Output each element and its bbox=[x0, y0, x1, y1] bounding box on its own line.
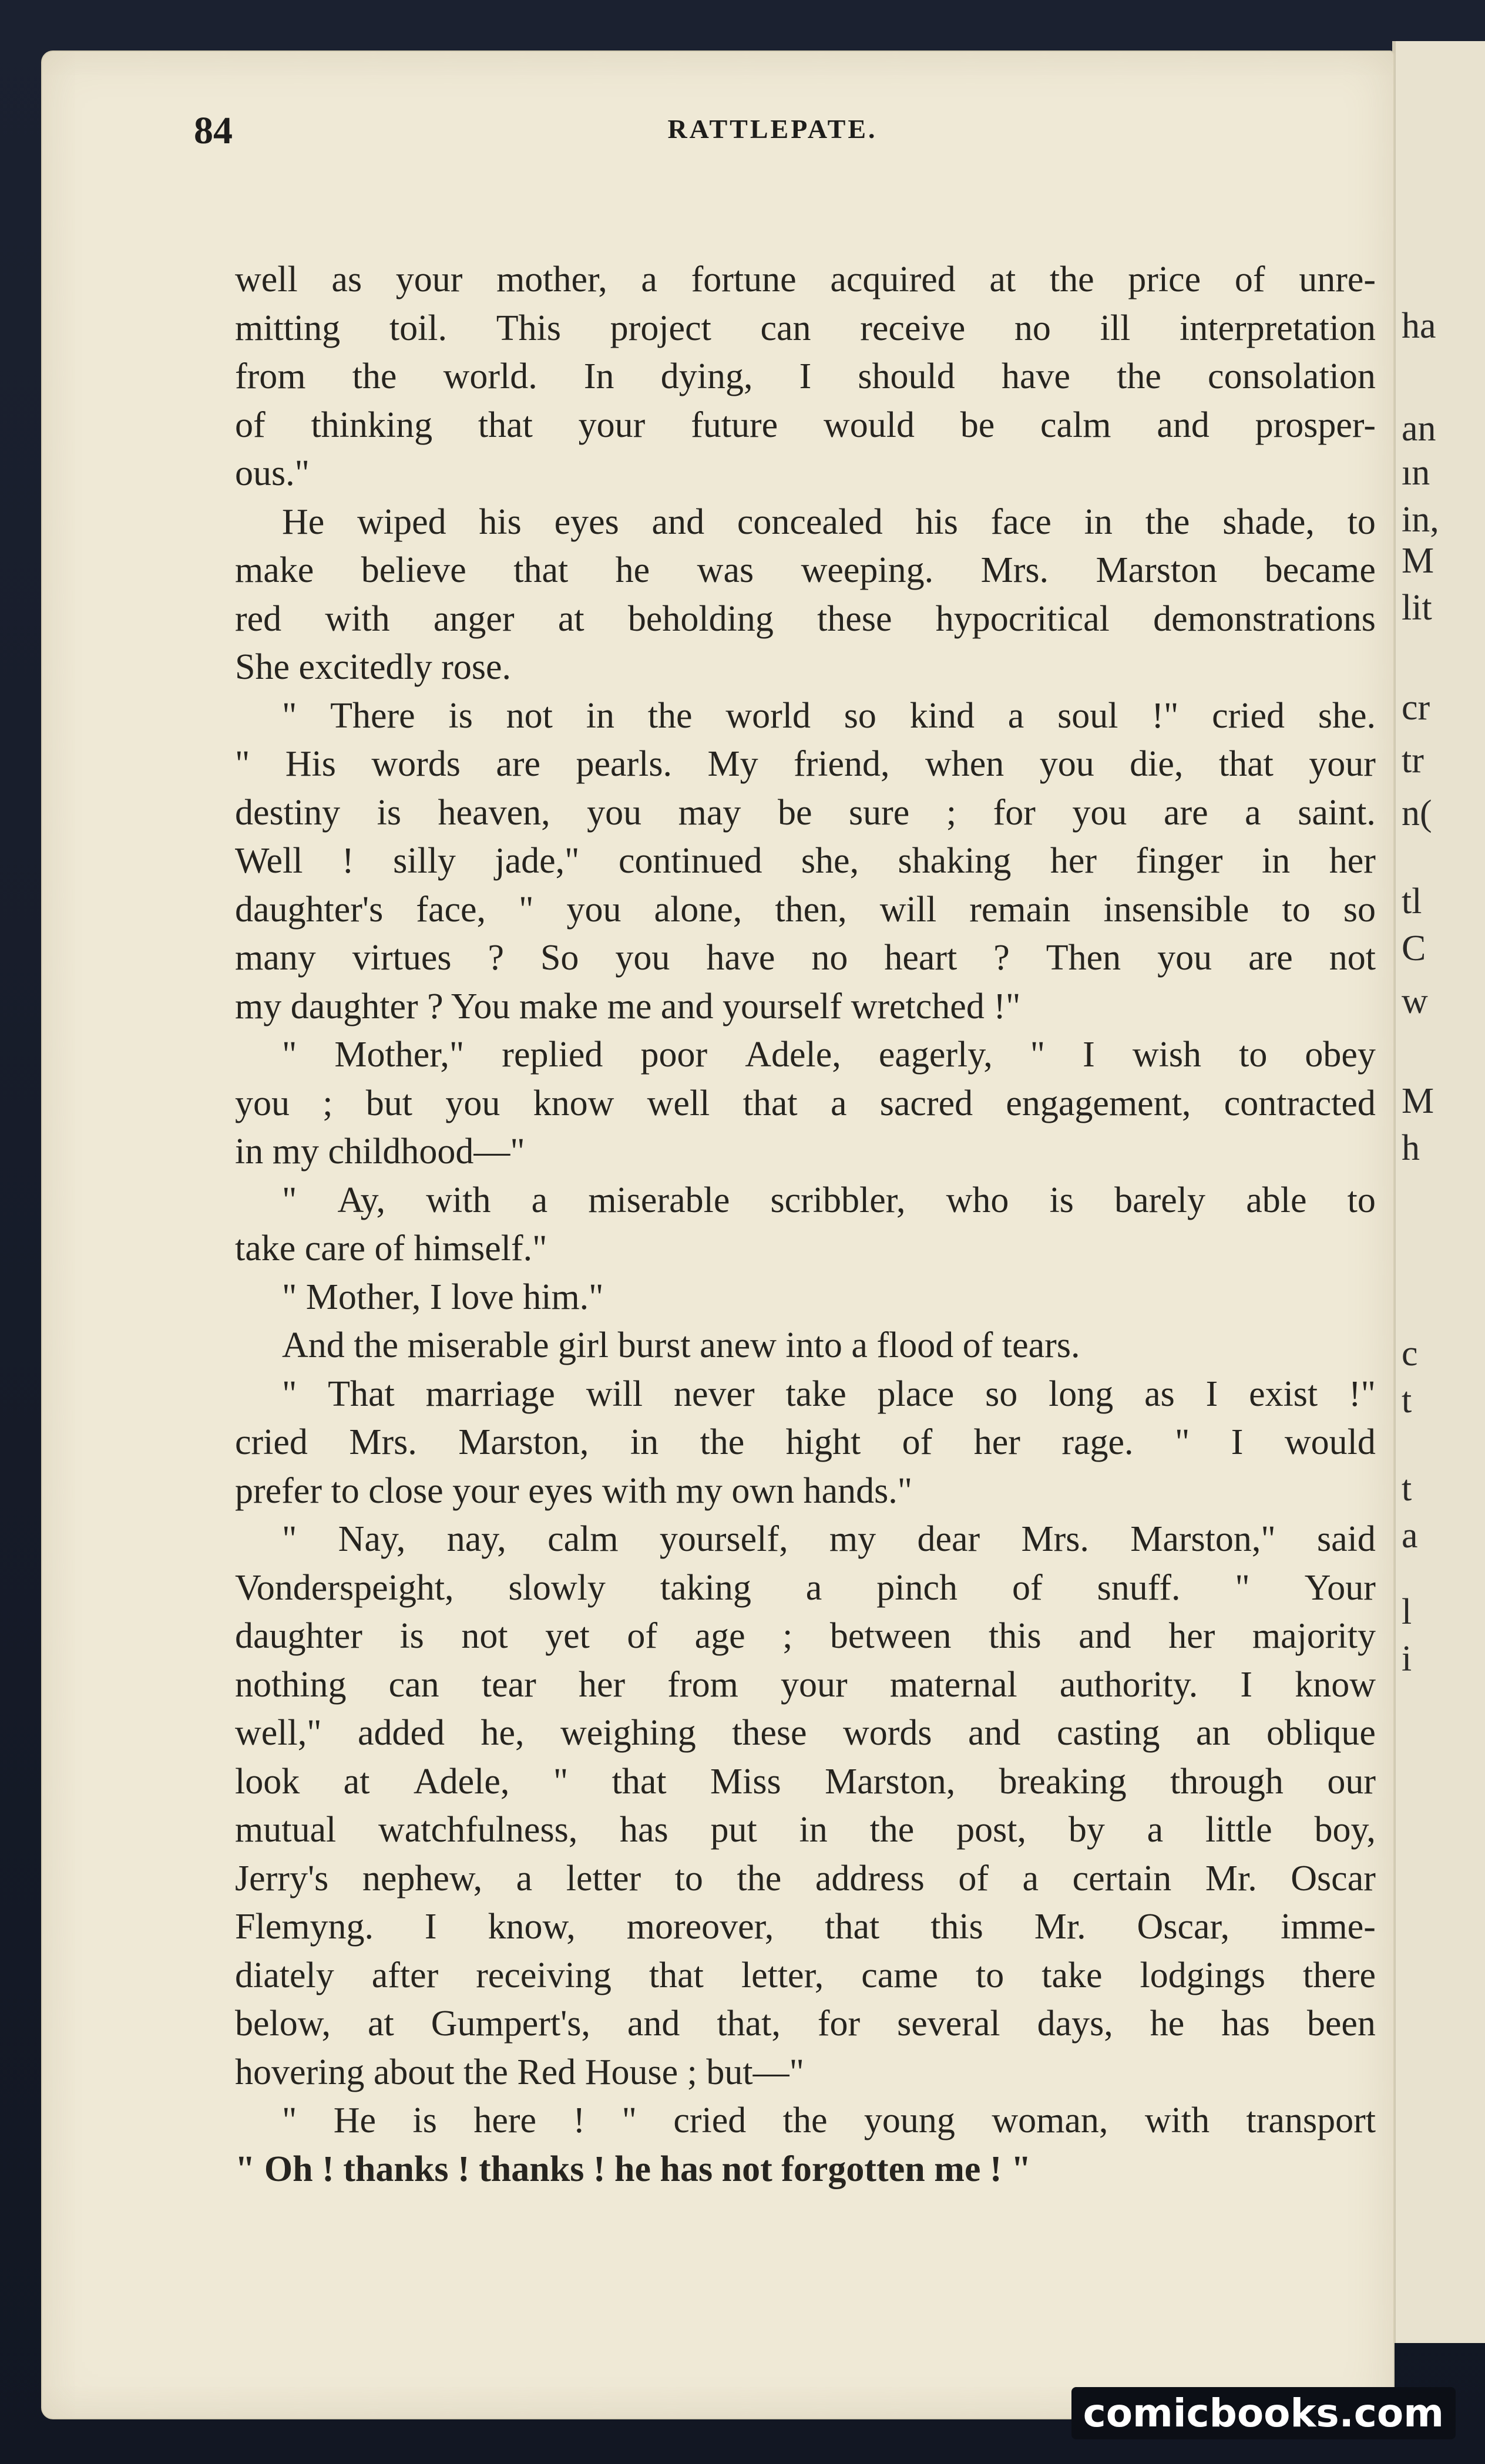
text-line: Well ! silly jade," continued she, shaking her finger in her bbox=[235, 841, 1376, 881]
text-line: take care of himself." bbox=[235, 1228, 547, 1268]
text-line: destiny is heaven, you may be sure ; for you are a saint. bbox=[235, 792, 1376, 833]
text-line: " Nay, nay, calm yourself, my dear Mrs. Marston," said bbox=[282, 1519, 1376, 1559]
adjacent-page-text-fragment: i bbox=[1402, 1639, 1412, 1679]
text-line: hovering about the Red House ; but—" bbox=[235, 2052, 804, 2092]
adjacent-page-text-fragment: cr bbox=[1402, 688, 1430, 728]
text-line: diately after receiving that letter, came to take lodgings there bbox=[235, 1955, 1376, 1995]
text-line: mitting toil. This project can receive no ill interpretation bbox=[235, 308, 1376, 348]
adjacent-page-text-fragment: tr bbox=[1402, 740, 1424, 780]
text-line: in my childhood—" bbox=[235, 1132, 525, 1172]
text-line: Vonderspeight, slowly taking a pinch of snuff. " Your bbox=[235, 1567, 1376, 1608]
text-line: " That marriage will never take place so long as I exist !" bbox=[282, 1374, 1376, 1414]
text-line: And the miserable girl burst anew into a flood of tears. bbox=[282, 1325, 1080, 1365]
adjacent-page-text-fragment: w bbox=[1402, 981, 1428, 1021]
text-line: red with anger at beholding these hypocritical demonstrations bbox=[235, 598, 1376, 639]
text-line: nothing can tear her from your maternal authority. I know bbox=[235, 1664, 1376, 1705]
adjacent-page-text-fragment: t bbox=[1402, 1469, 1412, 1509]
text-line: She excitedly rose. bbox=[235, 647, 512, 687]
text-line: well," added he, weighing these words and casting an oblique bbox=[235, 1713, 1376, 1753]
adjacent-page-text-fragment: a bbox=[1402, 1516, 1418, 1556]
text-line: " Ay, with a miserable scribbler, who is barely able to bbox=[282, 1180, 1376, 1220]
running-title: RATTLEPATE. bbox=[667, 114, 878, 144]
text-line: you ; but you know well that a sacred engagement, contracted bbox=[235, 1083, 1376, 1123]
text-line: my daughter ? You make me and yourself wretched !" bbox=[235, 986, 1021, 1026]
text-line: " Mother," replied poor Adele, eagerly, " I wish to obey bbox=[282, 1035, 1376, 1075]
text-line: below, at Gumpert's, and that, for several days, he has been bbox=[235, 2004, 1376, 2044]
text-line: of thinking that your future would be calm and prosper- bbox=[235, 405, 1376, 445]
page-number: 84 bbox=[194, 109, 233, 152]
adjacent-page-text-fragment: c bbox=[1402, 1334, 1418, 1374]
adjacent-page-text-fragment: ha bbox=[1402, 306, 1436, 346]
adjacent-page-text-fragment: C bbox=[1402, 928, 1426, 968]
adjacent-page-text-fragment: t bbox=[1402, 1381, 1412, 1420]
text-line: make believe that he was weeping. Mrs. Marston became bbox=[235, 550, 1376, 590]
adjacent-page-text-fragment: M bbox=[1402, 541, 1434, 581]
text-line: many virtues ? So you have no heart ? Then you are not bbox=[235, 938, 1376, 978]
adjacent-page-edge bbox=[1392, 41, 1485, 2343]
text-line: daughter is not yet of age ; between this and her majority bbox=[235, 1616, 1376, 1656]
text-line: well as your mother, a fortune acquired at the price of unre- bbox=[235, 260, 1376, 299]
text-line: from the world. In dying, I should have the consolation bbox=[235, 356, 1376, 396]
adjacent-page-text-fragment: n( bbox=[1402, 793, 1432, 833]
adjacent-page-text-fragment: an bbox=[1402, 409, 1436, 449]
body-text bbox=[235, 255, 1376, 2193]
text-line: " His words are pearls. My friend, when you die, that your bbox=[235, 744, 1376, 784]
site-watermark: comicbooks.com bbox=[1071, 2387, 1456, 2439]
text-line: mutual watchfulness, has put in the post, by a little boy, bbox=[235, 1810, 1376, 1850]
text-line: " He is here ! " cried the young woman, with transport bbox=[282, 2101, 1376, 2140]
adjacent-page-text-fragment: tl bbox=[1402, 881, 1422, 921]
text-line: daughter's face, " you alone, then, will remain insensible to so bbox=[235, 889, 1376, 930]
adjacent-page-text-fragment: ın bbox=[1402, 453, 1430, 493]
text-line: " There is not in the world so kind a soul !" cried she. bbox=[282, 695, 1376, 736]
adjacent-page-text-fragment: lit bbox=[1402, 588, 1432, 628]
text-line: He wiped his eyes and concealed his face in the shade, to bbox=[282, 501, 1376, 542]
text-line: Jerry's nephew, a letter to the address of a certain Mr. Oscar bbox=[235, 1858, 1376, 1899]
adjacent-page-text-fragment: M bbox=[1402, 1081, 1434, 1121]
adjacent-page-text-fragment: l bbox=[1402, 1592, 1412, 1632]
adjacent-page-text-fragment: h bbox=[1402, 1128, 1420, 1168]
adjacent-page-text-fragment: in, bbox=[1402, 500, 1439, 540]
page-header bbox=[194, 109, 1351, 156]
text-line: ous." bbox=[235, 453, 310, 493]
text-line: " Oh ! thanks ! thanks ! he has not forgotten me ! " bbox=[235, 2149, 1032, 2189]
text-line: look at Adele, " that Miss Marston, breaking through our bbox=[235, 1761, 1376, 1802]
text-line: Flemyng. I know, moreover, that this Mr. Oscar, imme- bbox=[235, 1907, 1376, 1947]
text-line: cried Mrs. Marston, in the hight of her rage. " I would bbox=[235, 1422, 1376, 1462]
text-line: prefer to close your eyes with my own hands." bbox=[235, 1470, 913, 1511]
text-line: " Mother, I love him." bbox=[282, 1277, 604, 1317]
